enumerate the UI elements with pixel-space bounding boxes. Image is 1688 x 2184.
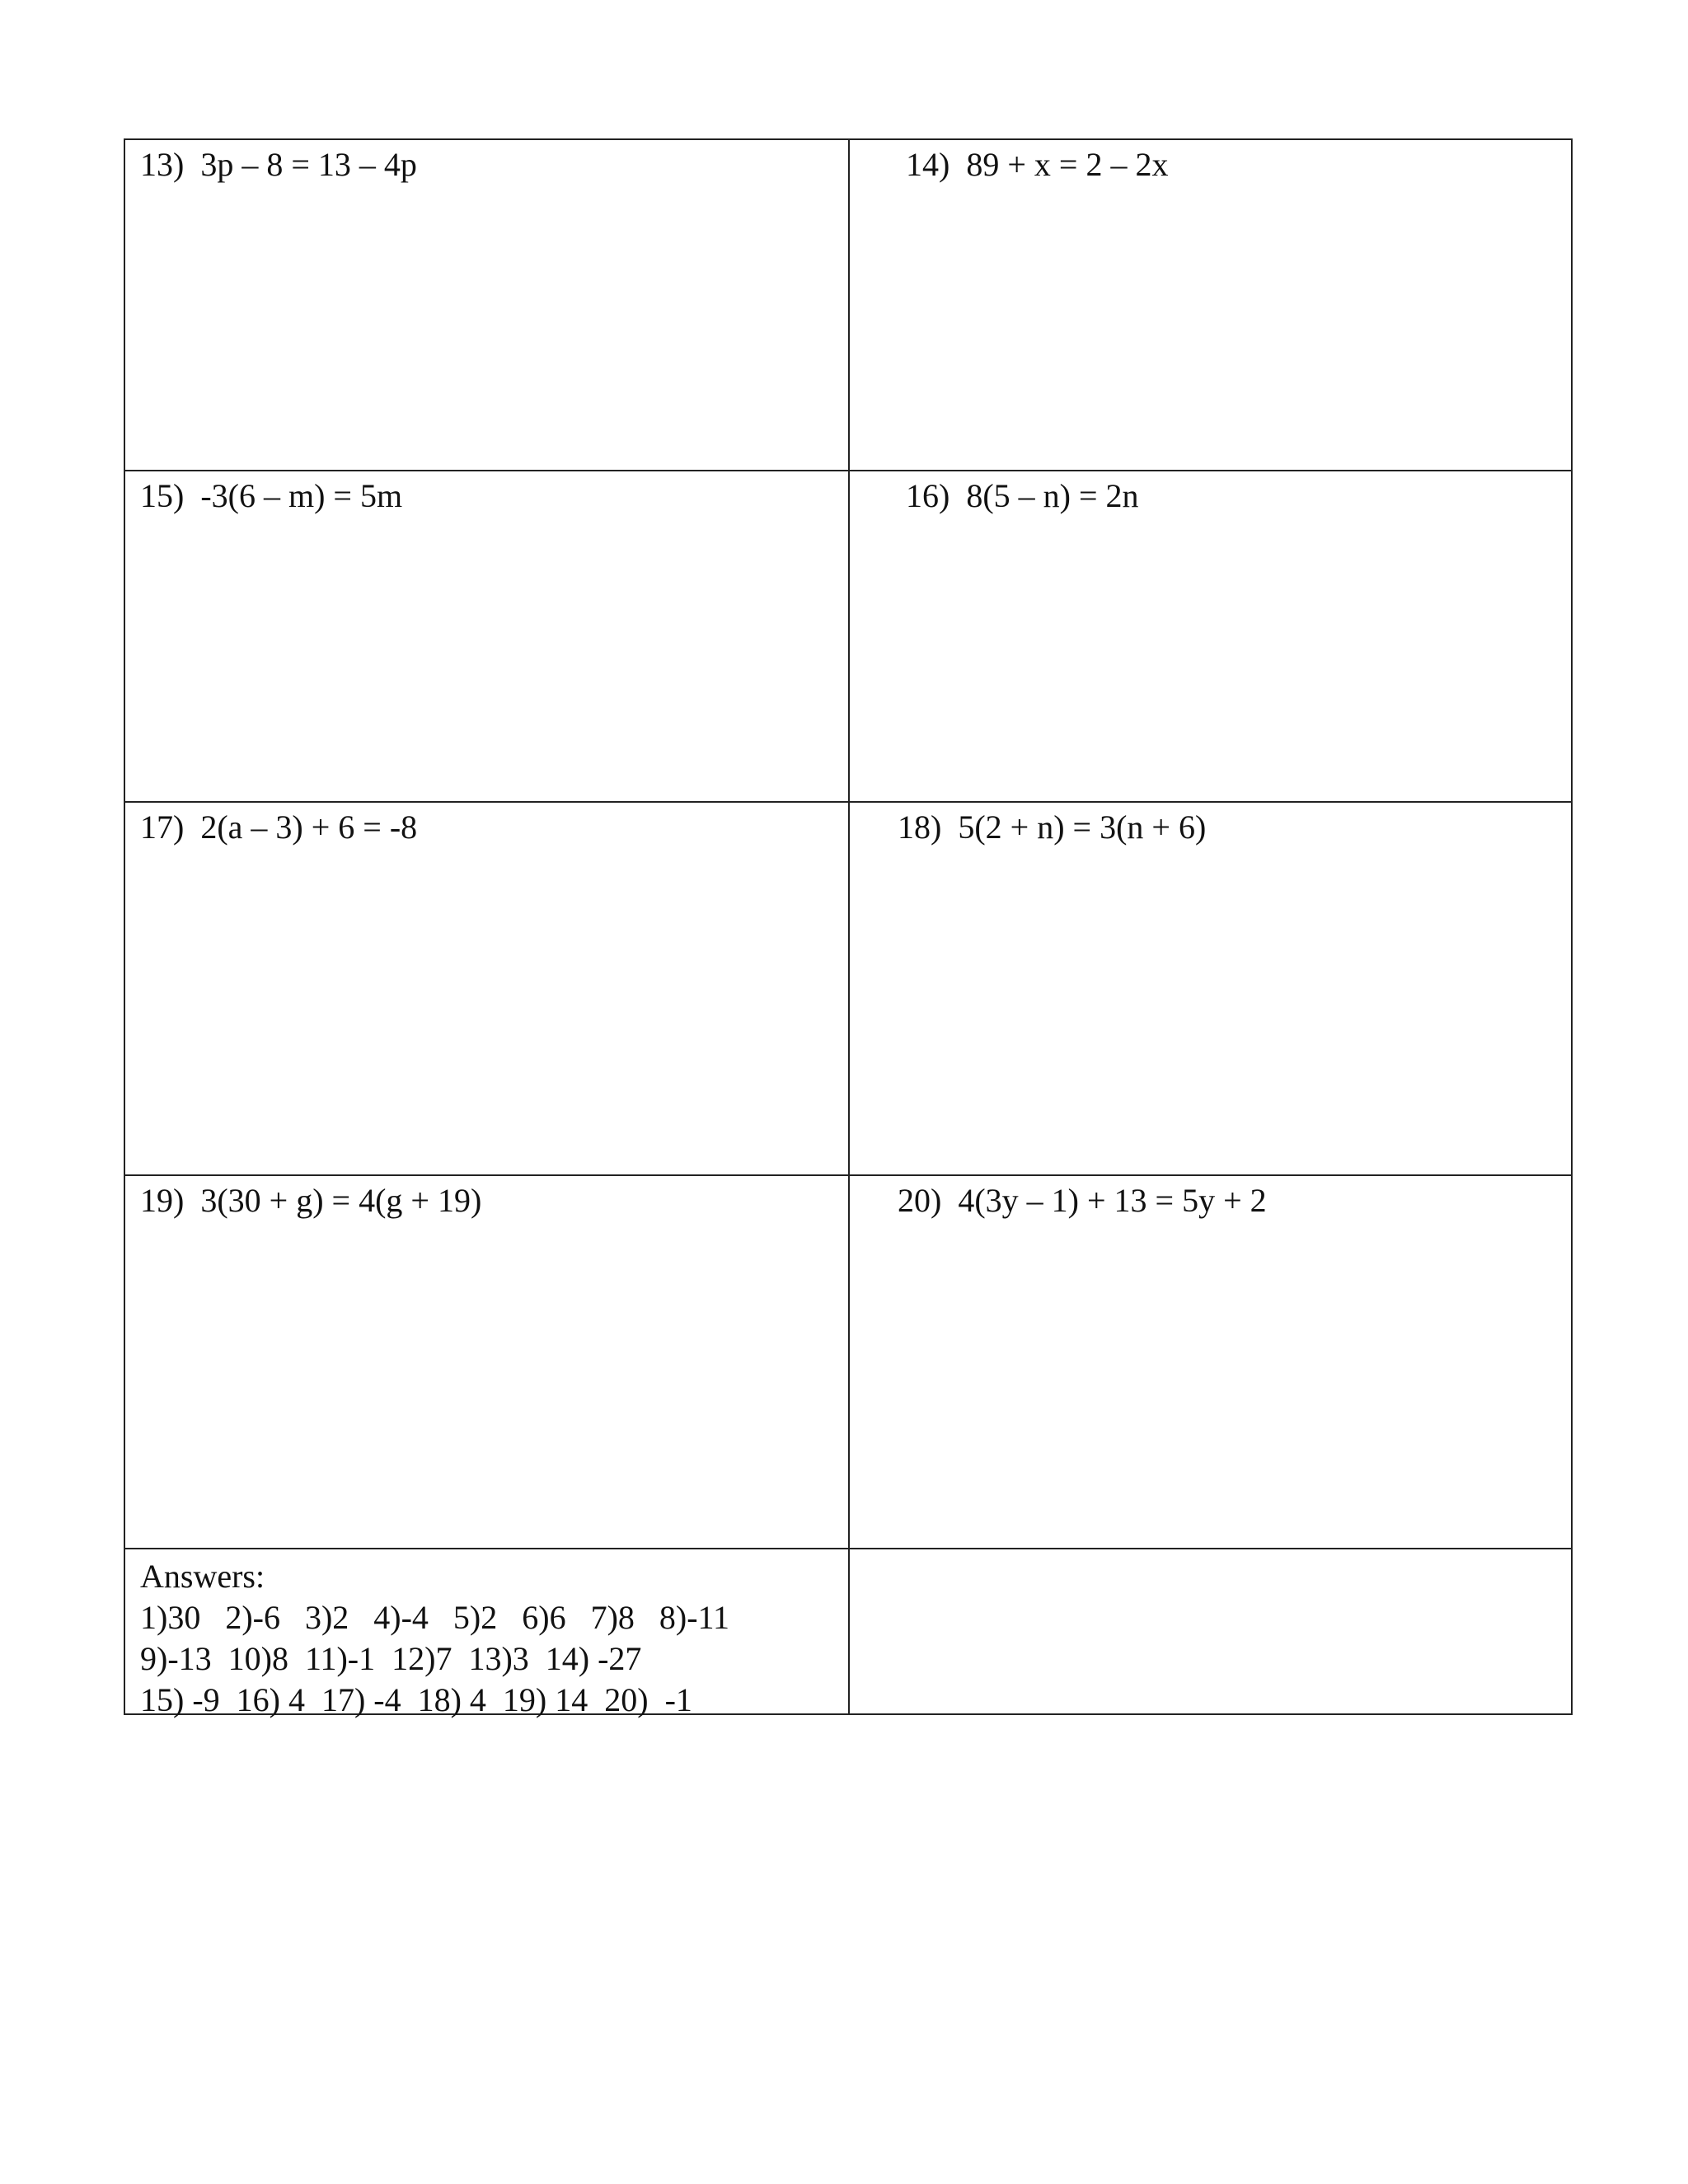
problem-cell-20 (850, 1176, 1571, 1549)
problem-15: 15) -3(6 – m) = 5m (140, 477, 403, 514)
answer-key (140, 1556, 729, 1721)
problem-19: 19) 3(30 + g) = 4(g + 19) (140, 1182, 482, 1219)
problem-16: 16) 8(5 – n) = 2n (906, 477, 1139, 514)
problem-cell-13 (125, 140, 850, 471)
answers-line-2: 9)-13 10)8 11)-1 12)7 13)3 14) -27 (140, 1640, 642, 1677)
problem-cell-18 (850, 803, 1571, 1176)
empty-cell (850, 1549, 1571, 1713)
problem-17: 17) 2(a – 3) + 6 = -8 (140, 808, 418, 846)
worksheet-table (124, 138, 1573, 1718)
problem-20: 20) 4(3y – 1) + 13 = 5y + 2 (898, 1182, 1267, 1219)
problem-14: 14) 89 + x = 2 – 2x (906, 146, 1169, 183)
problem-cell-17 (125, 803, 850, 1176)
answers-heading: Answers: (140, 1558, 265, 1595)
answers-cell (125, 1549, 850, 1718)
problem-cell-19 (125, 1176, 850, 1549)
answers-line-1: 1)30 2)-6 3)2 4)-4 5)2 6)6 7)8 8)-11 (140, 1599, 730, 1636)
problem-cell-14 (850, 140, 1571, 471)
problem-cell-16 (850, 471, 1571, 803)
problem-cell-15 (125, 471, 850, 803)
answers-line-3: 15) -9 16) 4 17) -4 18) 4 19) 14 20) -1 (140, 1681, 692, 1718)
problem-13: 13) 3p – 8 = 13 – 4p (140, 146, 417, 183)
problem-18: 18) 5(2 + n) = 3(n + 6) (898, 808, 1207, 846)
